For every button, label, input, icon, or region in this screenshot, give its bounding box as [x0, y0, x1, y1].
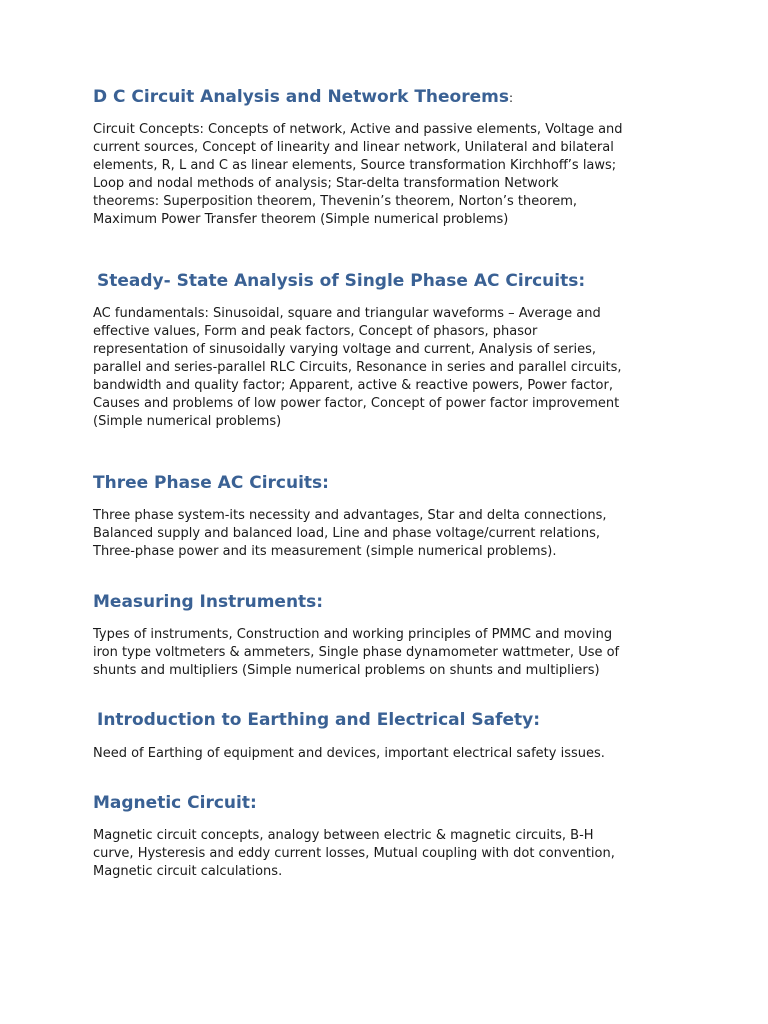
section-body-three-phase-ac: [93, 507, 683, 561]
body-line: shunts and multipliers (Simple numerical problems on shunts and multipliers): [93, 663, 600, 678]
body-line: Need of Earthing of equipment and devices, important electrical safety issues.: [93, 746, 605, 761]
section-body-earthing-safety: [93, 745, 683, 763]
body-line: Loop and nodal methods of analysis; Star-delta transformation Network: [93, 176, 559, 191]
body-line: elements, R, L and C as linear elements, Source transformation Kirchhoff’s laws;: [93, 158, 617, 173]
section-heading-dc-circuit-analysis: [93, 86, 513, 109]
body-line: current sources, Concept of linearity and linear network, Unilateral and bilateral: [93, 140, 614, 155]
body-line: Circuit Concepts: Concepts of network, Active and passive elements, Voltage and: [93, 122, 623, 137]
body-line: iron type voltmeters & ammeters, Single phase dynamometer wattmeter, Use of: [93, 645, 620, 660]
section-body-dc-circuit-analysis: [93, 121, 683, 229]
body-line: Causes and problems of low power factor, Concept of power factor improvement: [93, 396, 620, 411]
body-line: representation of sinusoidally varying voltage and current, Analysis of series,: [93, 342, 596, 357]
section-heading-colon: :: [508, 91, 514, 105]
section-heading-earthing-safety: [97, 709, 540, 731]
section-heading-three-phase-ac: [93, 472, 329, 494]
body-line: Magnetic circuit concepts, analogy between electric & magnetic circuits, B-H: [93, 828, 594, 843]
section-heading-steady-state-ac: [97, 270, 585, 292]
body-line: effective values, Form and peak factors, Concept of phasors, phasor: [93, 324, 538, 339]
section-heading-text: Magnetic Circuit:: [93, 793, 257, 813]
section-heading-magnetic-circuit: [93, 792, 257, 814]
body-line: AC fundamentals: Sinusoidal, square and triangular waveforms – Average and: [93, 306, 601, 321]
body-line: Three phase system-its necessity and advantages, Star and delta connections,: [93, 508, 607, 523]
section-body-measuring-instruments: [93, 626, 683, 680]
section-heading-text: Measuring Instruments:: [93, 592, 324, 612]
body-line: parallel and series-parallel RLC Circuits, Resonance in series and parallel circuits,: [93, 360, 622, 375]
section-heading-text: Steady- State Analysis of Single Phase AC Circuits:: [97, 271, 586, 291]
body-line: Balanced supply and balanced load, Line and phase voltage/current relations,: [93, 526, 600, 541]
body-line: Maximum Power Transfer theorem (Simple numerical problems): [93, 212, 509, 227]
body-line: Types of instruments, Construction and working principles of PMMC and moving: [93, 627, 613, 642]
body-line: Three-phase power and its measurement (simple numerical problems).: [93, 544, 557, 559]
body-line: curve, Hysteresis and eddy current losses, Mutual coupling with dot convention,: [93, 846, 615, 861]
body-line: Magnetic circuit calculations.: [93, 864, 283, 879]
section-body-steady-state-ac: [93, 305, 683, 431]
body-line: bandwidth and quality factor; Apparent, active & reactive powers, Power factor,: [93, 378, 613, 393]
section-heading-measuring-instruments: [93, 591, 323, 613]
section-body-magnetic-circuit: [93, 827, 683, 881]
section-heading-text: D C Circuit Analysis and Network Theorems: [93, 87, 509, 107]
body-line: (Simple numerical problems): [93, 414, 282, 429]
section-heading-text: Three Phase AC Circuits:: [93, 473, 329, 493]
section-heading-text: Introduction to Earthing and Electrical Safety:: [97, 710, 541, 730]
body-line: theorems: Superposition theorem, Thevenin’s theorem, Norton’s theorem,: [93, 194, 578, 209]
